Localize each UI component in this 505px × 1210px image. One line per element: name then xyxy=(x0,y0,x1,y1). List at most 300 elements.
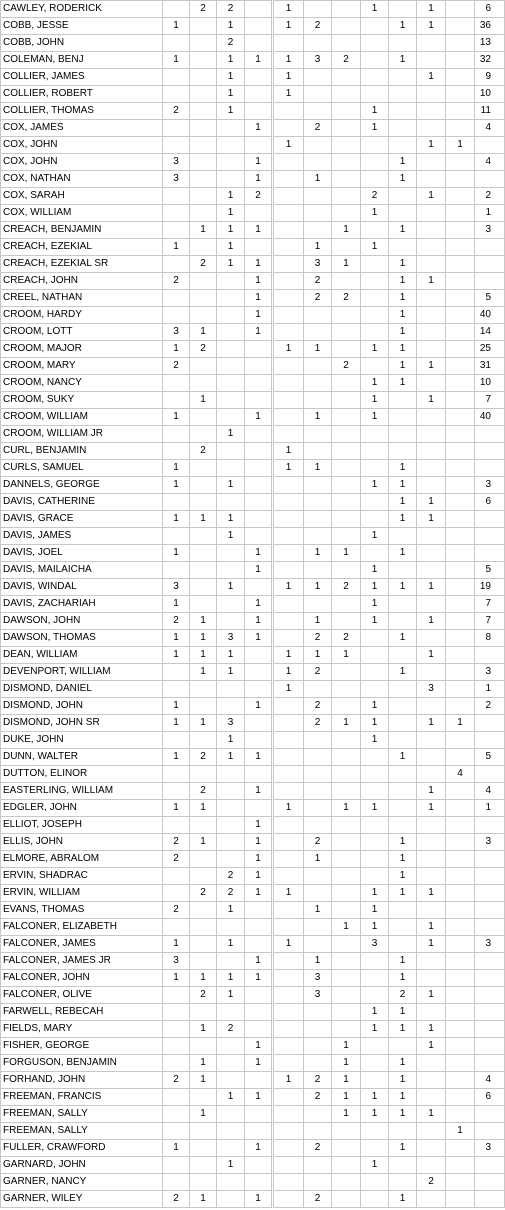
count-cell xyxy=(190,120,217,137)
count-cell: 1 xyxy=(245,1038,273,1055)
count-cell xyxy=(304,800,332,817)
person-name-cell: COX, JOHN xyxy=(1,137,163,154)
count-cell: 1 xyxy=(304,409,332,426)
count-cell xyxy=(163,375,190,392)
count-cell xyxy=(273,324,304,341)
count-cell: 7 xyxy=(475,392,505,409)
count-cell xyxy=(163,817,190,834)
count-cell xyxy=(332,698,361,715)
count-cell: 1 xyxy=(190,630,217,647)
count-cell: 1 xyxy=(217,647,245,664)
count-cell xyxy=(217,171,245,188)
count-cell xyxy=(304,324,332,341)
count-cell xyxy=(332,902,361,919)
count-cell xyxy=(361,868,389,885)
count-cell xyxy=(304,494,332,511)
count-cell xyxy=(245,460,273,477)
count-cell: 1 xyxy=(245,953,273,970)
count-cell xyxy=(417,52,446,69)
count-cell xyxy=(245,766,273,783)
count-cell: 1 xyxy=(245,613,273,630)
count-cell: 1 xyxy=(361,477,389,494)
count-cell: 1 xyxy=(245,290,273,307)
count-cell xyxy=(304,392,332,409)
count-cell xyxy=(163,885,190,902)
count-cell xyxy=(190,205,217,222)
count-cell xyxy=(304,307,332,324)
count-cell: 1 xyxy=(417,273,446,290)
count-cell xyxy=(446,1140,475,1157)
count-cell xyxy=(446,800,475,817)
count-cell: 3 xyxy=(163,154,190,171)
count-cell: 2 xyxy=(163,613,190,630)
count-cell: 1 xyxy=(389,1055,417,1072)
count-cell xyxy=(417,375,446,392)
count-cell: 13 xyxy=(475,35,505,52)
count-cell: 1 xyxy=(304,341,332,358)
count-cell xyxy=(389,766,417,783)
count-cell xyxy=(273,307,304,324)
count-cell xyxy=(332,868,361,885)
count-cell xyxy=(361,171,389,188)
count-cell: 1 xyxy=(190,1072,217,1089)
count-cell: 2 xyxy=(304,664,332,681)
count-cell xyxy=(304,205,332,222)
count-cell xyxy=(273,120,304,137)
count-cell xyxy=(190,1004,217,1021)
count-cell xyxy=(446,1089,475,1106)
count-cell xyxy=(190,86,217,103)
count-cell xyxy=(163,307,190,324)
count-cell xyxy=(245,1106,273,1123)
count-cell xyxy=(475,1106,505,1123)
count-cell xyxy=(446,545,475,562)
count-cell xyxy=(475,919,505,936)
count-cell xyxy=(389,528,417,545)
count-cell: 2 xyxy=(304,1089,332,1106)
person-name-cell: FREEMAN, SALLY xyxy=(1,1106,163,1123)
person-name-cell: ELLIS, JOHN xyxy=(1,834,163,851)
count-cell xyxy=(245,664,273,681)
count-cell xyxy=(273,868,304,885)
count-cell xyxy=(332,511,361,528)
count-cell xyxy=(361,749,389,766)
count-cell xyxy=(245,647,273,664)
count-cell: 1 xyxy=(389,52,417,69)
count-cell xyxy=(217,375,245,392)
count-cell: 5 xyxy=(475,290,505,307)
count-cell xyxy=(332,1004,361,1021)
count-cell xyxy=(332,69,361,86)
count-cell xyxy=(245,1123,273,1140)
count-cell xyxy=(190,1157,217,1174)
person-name-cell: DISMOND, JOHN xyxy=(1,698,163,715)
count-cell: 1 xyxy=(417,579,446,596)
table-row xyxy=(1,1004,505,1021)
count-cell: 1 xyxy=(332,919,361,936)
count-cell: 1 xyxy=(217,511,245,528)
count-cell xyxy=(273,409,304,426)
count-cell xyxy=(361,18,389,35)
count-cell: 1 xyxy=(273,579,304,596)
table-row xyxy=(1,902,505,919)
count-cell: 1 xyxy=(389,953,417,970)
count-cell xyxy=(361,494,389,511)
count-cell xyxy=(245,800,273,817)
count-cell: 4 xyxy=(475,783,505,800)
count-cell: 1 xyxy=(163,52,190,69)
count-cell: 1 xyxy=(163,477,190,494)
count-cell xyxy=(361,290,389,307)
count-cell: 1 xyxy=(304,953,332,970)
count-cell xyxy=(446,409,475,426)
table-row xyxy=(1,86,505,103)
count-cell xyxy=(361,681,389,698)
person-name-cell: FULLER, CRAWFORD xyxy=(1,1140,163,1157)
count-cell xyxy=(190,936,217,953)
count-cell xyxy=(446,749,475,766)
count-cell xyxy=(332,834,361,851)
count-cell: 1 xyxy=(217,239,245,256)
count-cell: 1 xyxy=(361,698,389,715)
count-cell: 1 xyxy=(190,392,217,409)
count-cell xyxy=(446,528,475,545)
count-cell xyxy=(163,1,190,18)
count-cell xyxy=(389,715,417,732)
count-cell: 4 xyxy=(475,1072,505,1089)
count-cell xyxy=(273,902,304,919)
count-cell xyxy=(389,732,417,749)
count-cell xyxy=(361,783,389,800)
count-cell: 1 xyxy=(190,664,217,681)
person-name-cell: CREACH, JOHN xyxy=(1,273,163,290)
count-cell xyxy=(304,783,332,800)
count-cell xyxy=(163,664,190,681)
count-cell xyxy=(446,375,475,392)
person-name-cell: GARNER, WILEY xyxy=(1,1191,163,1208)
count-cell: 2 xyxy=(217,885,245,902)
count-cell xyxy=(332,1174,361,1191)
count-cell xyxy=(304,426,332,443)
count-cell: 1 xyxy=(217,222,245,239)
count-cell xyxy=(475,647,505,664)
count-cell xyxy=(190,460,217,477)
count-cell: 2 xyxy=(163,851,190,868)
count-cell: 1 xyxy=(217,528,245,545)
table-row xyxy=(1,52,505,69)
count-cell xyxy=(273,817,304,834)
count-cell xyxy=(163,562,190,579)
count-cell xyxy=(417,409,446,426)
count-cell xyxy=(332,953,361,970)
count-cell: 1 xyxy=(273,341,304,358)
count-cell xyxy=(190,1038,217,1055)
count-cell xyxy=(361,256,389,273)
count-cell xyxy=(361,69,389,86)
count-cell xyxy=(217,307,245,324)
count-cell xyxy=(417,834,446,851)
count-cell xyxy=(190,290,217,307)
count-cell xyxy=(446,477,475,494)
count-cell xyxy=(245,103,273,120)
count-cell xyxy=(190,1140,217,1157)
count-cell xyxy=(217,783,245,800)
count-cell: 1 xyxy=(217,902,245,919)
count-cell: 2 xyxy=(417,1174,446,1191)
table-row xyxy=(1,273,505,290)
count-cell xyxy=(446,460,475,477)
person-name-cell: CREACH, BENJAMIN xyxy=(1,222,163,239)
count-cell xyxy=(446,494,475,511)
count-cell: 1 xyxy=(417,647,446,664)
count-cell: 1 xyxy=(417,715,446,732)
person-name-cell: DEAN, WILLIAM xyxy=(1,647,163,664)
count-cell xyxy=(245,137,273,154)
count-cell xyxy=(273,1140,304,1157)
count-cell xyxy=(389,647,417,664)
count-cell xyxy=(361,970,389,987)
count-cell: 2 xyxy=(304,630,332,647)
count-cell: 1 xyxy=(190,647,217,664)
count-cell xyxy=(389,426,417,443)
count-cell xyxy=(273,919,304,936)
count-cell xyxy=(332,1157,361,1174)
count-cell xyxy=(273,1055,304,1072)
count-cell: 1 xyxy=(446,715,475,732)
count-cell xyxy=(332,1191,361,1208)
count-cell xyxy=(475,1055,505,1072)
count-cell xyxy=(361,443,389,460)
table-row xyxy=(1,1106,505,1123)
count-cell: 1 xyxy=(217,987,245,1004)
count-cell xyxy=(446,681,475,698)
count-cell xyxy=(190,817,217,834)
count-cell: 1 xyxy=(217,579,245,596)
table-row xyxy=(1,749,505,766)
count-cell xyxy=(245,69,273,86)
count-cell: 2 xyxy=(163,1072,190,1089)
count-cell xyxy=(332,477,361,494)
count-cell xyxy=(190,1174,217,1191)
count-cell xyxy=(446,562,475,579)
count-cell xyxy=(446,647,475,664)
count-cell: 3 xyxy=(475,222,505,239)
count-cell: 1 xyxy=(217,52,245,69)
count-cell xyxy=(361,511,389,528)
count-cell xyxy=(217,392,245,409)
count-cell: 2 xyxy=(304,834,332,851)
count-cell xyxy=(389,392,417,409)
count-cell xyxy=(332,766,361,783)
person-name-cell: CROOM, SUKY xyxy=(1,392,163,409)
count-cell xyxy=(417,596,446,613)
count-cell: 1 xyxy=(190,222,217,239)
count-cell: 1 xyxy=(475,205,505,222)
count-cell xyxy=(332,783,361,800)
count-cell xyxy=(361,324,389,341)
count-cell: 1 xyxy=(273,664,304,681)
count-cell xyxy=(417,698,446,715)
count-cell xyxy=(163,1055,190,1072)
count-cell xyxy=(446,426,475,443)
person-name-cell: DAVIS, JAMES xyxy=(1,528,163,545)
count-cell: 1 xyxy=(245,698,273,715)
table-row xyxy=(1,681,505,698)
count-cell xyxy=(446,885,475,902)
table-row xyxy=(1,528,505,545)
count-cell: 14 xyxy=(475,324,505,341)
count-cell xyxy=(446,613,475,630)
table-row xyxy=(1,987,505,1004)
count-cell: 1 xyxy=(417,1021,446,1038)
count-cell: 1 xyxy=(389,970,417,987)
count-cell xyxy=(273,766,304,783)
count-cell xyxy=(446,1072,475,1089)
count-cell xyxy=(446,18,475,35)
count-cell xyxy=(190,953,217,970)
person-name-cell: DEVENPORT, WILLIAM xyxy=(1,664,163,681)
count-cell xyxy=(417,341,446,358)
count-cell xyxy=(163,783,190,800)
count-cell xyxy=(389,86,417,103)
count-cell: 2 xyxy=(190,256,217,273)
count-cell xyxy=(389,69,417,86)
count-cell xyxy=(245,426,273,443)
count-cell: 3 xyxy=(217,715,245,732)
count-cell: 1 xyxy=(361,902,389,919)
count-cell: 1 xyxy=(217,103,245,120)
count-cell: 1 xyxy=(304,239,332,256)
table-row xyxy=(1,205,505,222)
count-cell xyxy=(417,460,446,477)
count-cell: 3 xyxy=(304,987,332,1004)
table-row xyxy=(1,885,505,902)
count-cell xyxy=(163,188,190,205)
count-cell xyxy=(389,120,417,137)
count-cell: 1 xyxy=(389,171,417,188)
count-cell xyxy=(304,885,332,902)
count-cell: 1 xyxy=(389,222,417,239)
count-cell: 1 xyxy=(190,800,217,817)
count-cell: 1 xyxy=(217,936,245,953)
count-cell: 2 xyxy=(304,698,332,715)
count-cell: 1 xyxy=(273,885,304,902)
count-cell: 3 xyxy=(475,477,505,494)
count-cell: 1 xyxy=(389,341,417,358)
count-cell xyxy=(245,1021,273,1038)
count-cell xyxy=(446,732,475,749)
count-cell: 1 xyxy=(361,919,389,936)
count-cell xyxy=(417,528,446,545)
count-cell: 1 xyxy=(361,1021,389,1038)
count-cell xyxy=(217,1055,245,1072)
count-cell xyxy=(273,698,304,715)
count-cell xyxy=(273,1174,304,1191)
count-cell xyxy=(417,1157,446,1174)
count-cell xyxy=(389,205,417,222)
count-cell xyxy=(446,851,475,868)
count-cell: 1 xyxy=(332,256,361,273)
count-cell: 2 xyxy=(190,341,217,358)
count-cell: 2 xyxy=(475,188,505,205)
count-cell xyxy=(304,749,332,766)
table-row xyxy=(1,698,505,715)
count-cell xyxy=(163,290,190,307)
count-cell: 3 xyxy=(163,953,190,970)
count-cell xyxy=(304,681,332,698)
count-cell xyxy=(304,443,332,460)
count-cell xyxy=(190,103,217,120)
count-cell: 3 xyxy=(475,936,505,953)
count-cell xyxy=(332,494,361,511)
count-cell: 1 xyxy=(190,511,217,528)
table-row xyxy=(1,715,505,732)
count-cell xyxy=(475,545,505,562)
count-cell xyxy=(475,953,505,970)
count-cell: 1 xyxy=(163,1140,190,1157)
count-cell: 1 xyxy=(245,256,273,273)
count-cell xyxy=(217,851,245,868)
count-cell xyxy=(273,545,304,562)
table-row xyxy=(1,358,505,375)
count-cell xyxy=(273,35,304,52)
count-cell: 1 xyxy=(417,1038,446,1055)
count-cell: 1 xyxy=(389,630,417,647)
count-cell: 1 xyxy=(163,409,190,426)
count-cell xyxy=(332,171,361,188)
count-cell xyxy=(163,1174,190,1191)
count-cell xyxy=(163,392,190,409)
count-cell xyxy=(332,273,361,290)
count-cell xyxy=(389,817,417,834)
count-cell xyxy=(332,86,361,103)
count-cell xyxy=(217,1123,245,1140)
person-name-cell: COX, SARAH xyxy=(1,188,163,205)
count-cell: 1 xyxy=(389,477,417,494)
count-cell xyxy=(217,341,245,358)
count-cell xyxy=(190,477,217,494)
count-cell xyxy=(190,35,217,52)
count-cell: 2 xyxy=(332,579,361,596)
count-cell: 2 xyxy=(304,1191,332,1208)
count-cell: 3 xyxy=(475,1140,505,1157)
count-cell: 2 xyxy=(190,885,217,902)
count-cell: 2 xyxy=(190,1,217,18)
count-cell xyxy=(217,1004,245,1021)
count-cell: 1 xyxy=(389,324,417,341)
count-cell xyxy=(389,1157,417,1174)
count-cell: 2 xyxy=(163,1191,190,1208)
count-cell: 2 xyxy=(332,358,361,375)
count-cell xyxy=(304,358,332,375)
count-cell xyxy=(446,1191,475,1208)
count-cell: 1 xyxy=(417,613,446,630)
count-cell xyxy=(163,35,190,52)
count-cell xyxy=(446,154,475,171)
count-cell: 1 xyxy=(245,630,273,647)
count-cell: 1 xyxy=(332,1072,361,1089)
count-cell: 1 xyxy=(245,409,273,426)
count-cell: 1 xyxy=(273,1072,304,1089)
count-cell xyxy=(446,511,475,528)
count-cell xyxy=(332,188,361,205)
count-cell xyxy=(245,715,273,732)
count-cell: 1 xyxy=(389,664,417,681)
person-name-cell: COX, WILLIAM xyxy=(1,205,163,222)
count-cell xyxy=(417,851,446,868)
count-cell xyxy=(417,970,446,987)
count-cell: 2 xyxy=(217,1,245,18)
